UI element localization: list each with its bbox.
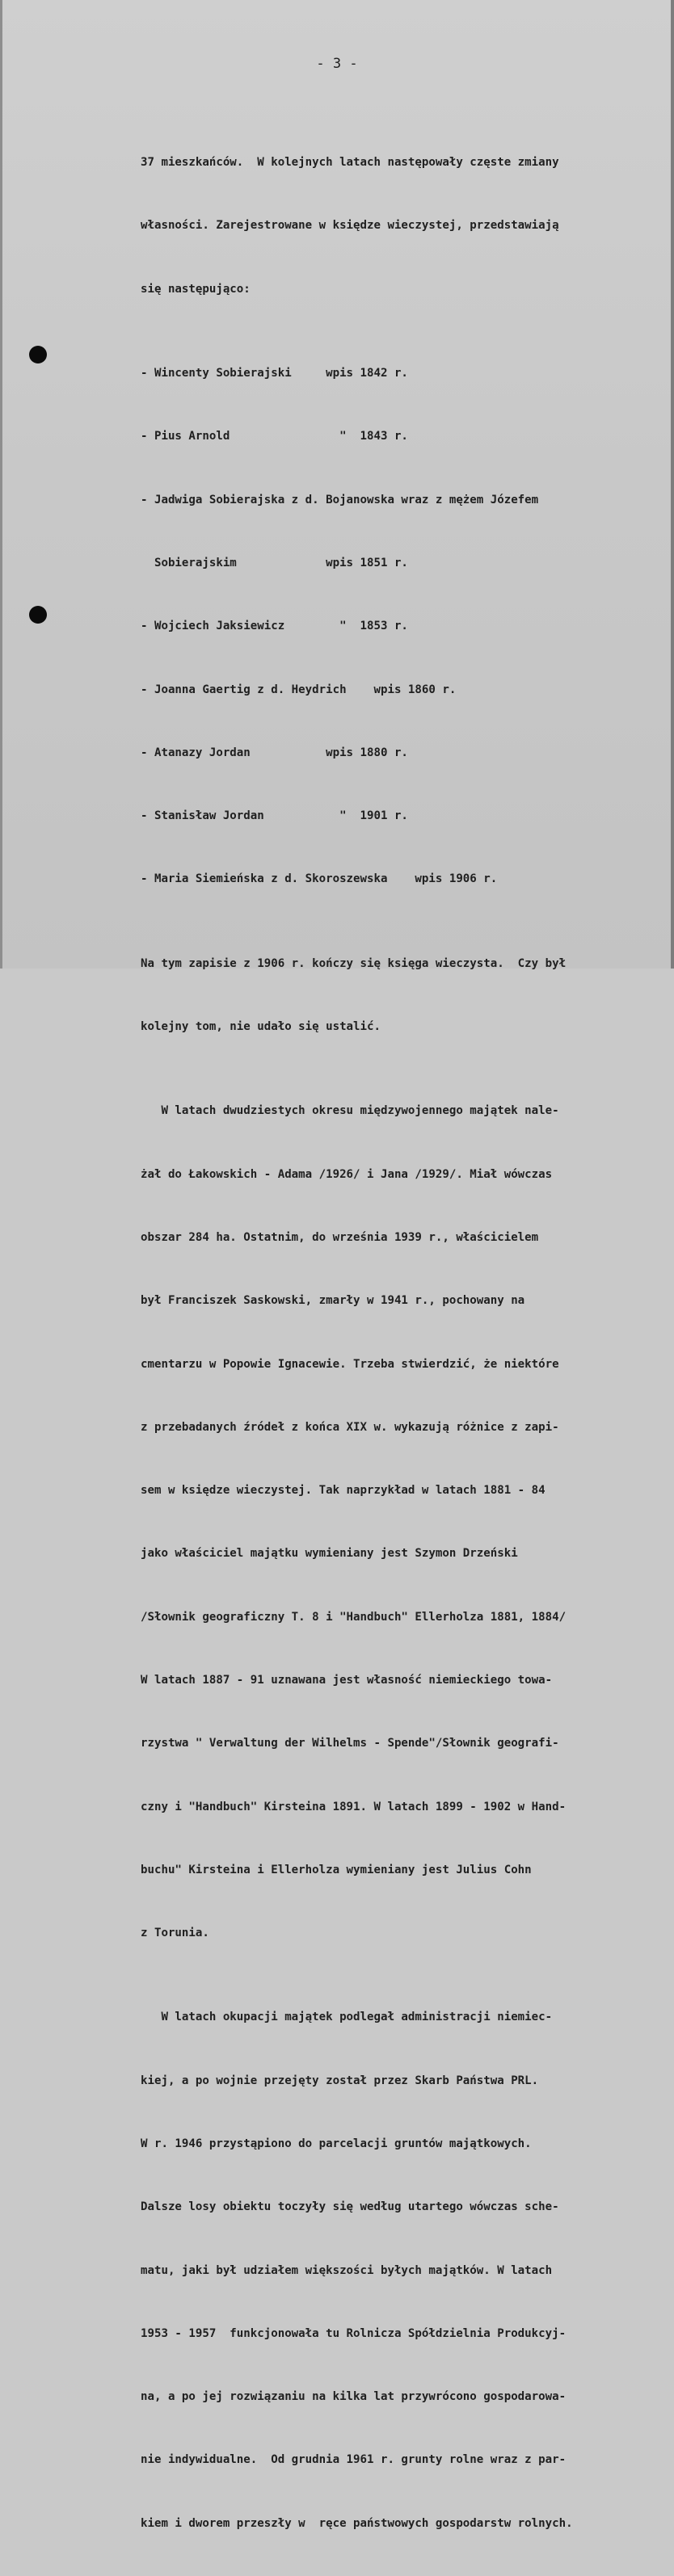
paragraph-3-line: buchu" Kirsteina i Ellerholza wymieniany jest Julius Cohn	[141, 1863, 532, 1876]
paragraph-3-line: obszar 284 ha. Ostatnim, do września 1939 r., właścicielem	[141, 1230, 539, 1244]
paragraph-3-line: /Słownik geograficzny T. 8 i "Handbuch" Ellerholza 1881, 1884/	[141, 1610, 567, 1624]
paragraph-3-line: sem w księdze wieczystej. Tak naprzykład w latach 1881 - 84	[141, 1484, 546, 1498]
paragraph-4-line: matu, jaki był udziałem większości byłych majątków. W latach	[141, 2263, 553, 2277]
ownership-entry: - Joanna Gaertig z d. Heydrich wpis 1860 r.	[141, 683, 457, 696]
ownership-entry: - Stanisław Jordan " 1901 r.	[141, 809, 408, 823]
page-number: - 3 -	[316, 56, 358, 72]
paragraph-3-line: W latach dwudziestych okresu międzywojennego majątek nale-	[141, 1104, 559, 1118]
punch-hole-bottom	[29, 606, 47, 624]
paragraph-4-line: na, a po jej rozwiązaniu na kilka lat przywrócono gospodarowa-	[141, 2390, 567, 2404]
paragraph-2-line: Na tym zapisie z 1906 r. kończy się księga wieczysta. Czy był	[141, 956, 567, 970]
punch-hole-top	[29, 346, 47, 363]
page-left-edge	[0, 0, 2, 969]
paragraph-1-line: się następująco:	[141, 282, 251, 296]
typed-text-body	[141, 110, 674, 2576]
ownership-entry: Sobierajskim wpis 1851 r.	[141, 556, 408, 569]
paragraph-1-line: 37 mieszkańców. W kolejnych latach następowały częste zmiany	[141, 156, 559, 170]
paragraph-3-line: był Franciszek Saskowski, zmarły w 1941 r., pochowany na	[141, 1294, 525, 1308]
ownership-entry: - Wojciech Jaksiewicz " 1853 r.	[141, 620, 408, 633]
paragraph-3-line: rzystwa " Verwaltung der Wilhelms - Spende"/Słownik geografi-	[141, 1737, 559, 1750]
paragraph-3-line: żał do Łakowskich - Adama /1926/ i Jana /1929/. Miał wówczas	[141, 1167, 553, 1181]
paragraph-3-line: cmentarzu w Popowie Ignacewie. Trzeba stwierdzić, że niektóre	[141, 1357, 559, 1371]
paragraph-3-line: z Torunia.	[141, 1927, 209, 1940]
ownership-entry: - Wincenty Sobierajski wpis 1842 r.	[141, 367, 408, 380]
paragraph-3-line: W latach 1887 - 91 uznawana jest własność niemieckiego towa-	[141, 1673, 553, 1687]
paragraph-2-line: kolejny tom, nie udało się ustalić.	[141, 1020, 381, 1034]
paragraph-3-line: jako właściciel majątku wymieniany jest Szymon Drzeński	[141, 1547, 518, 1561]
ownership-entry: - Pius Arnold " 1843 r.	[141, 430, 408, 443]
ownership-entry: - Atanazy Jordan wpis 1880 r.	[141, 746, 408, 759]
paragraph-3-line: z przebadanych źródeł z końca XIX w. wykazują różnice z zapi-	[141, 1420, 559, 1434]
paragraph-4-line: kiej, a po wojnie przejęty został przez Skarb Państwa PRL.	[141, 2074, 539, 2087]
paragraph-1-line: własności. Zarejestrowane w księdze wieczystej, przedstawiają	[141, 219, 559, 233]
paragraph-3-line: czny i "Handbuch" Kirsteina 1891. W latach 1899 - 1902 w Hand-	[141, 1800, 567, 1813]
ownership-entry: - Maria Siemieńska z d. Skoroszewska wpis 1906 r.	[141, 872, 498, 886]
paragraph-4-line: W r. 1946 przystąpiono do parcelacji gruntów majątkowych.	[141, 2137, 532, 2150]
paragraph-4-line: kiem i dworem przeszły w ręce państwowych gospodarstw rolnych.	[141, 2516, 573, 2530]
paragraph-4-line: Dalsze losy obiektu toczyły się według utartego wówczas sche-	[141, 2200, 559, 2214]
paragraph-4-line: 1953 - 1957 funkcjonowała tu Rolnicza Spółdzielnia Produkcyj-	[141, 2326, 567, 2340]
paragraph-4-line: nie indywidualne. Od grudnia 1961 r. grunty rolne wraz z par-	[141, 2453, 567, 2467]
paragraph-4-line: W latach okupacji majątek podlegał administracji niemiec-	[141, 2011, 553, 2024]
ownership-entry: - Jadwiga Sobierajska z d. Bojanowska wraz z mężem Józefem	[141, 493, 539, 506]
